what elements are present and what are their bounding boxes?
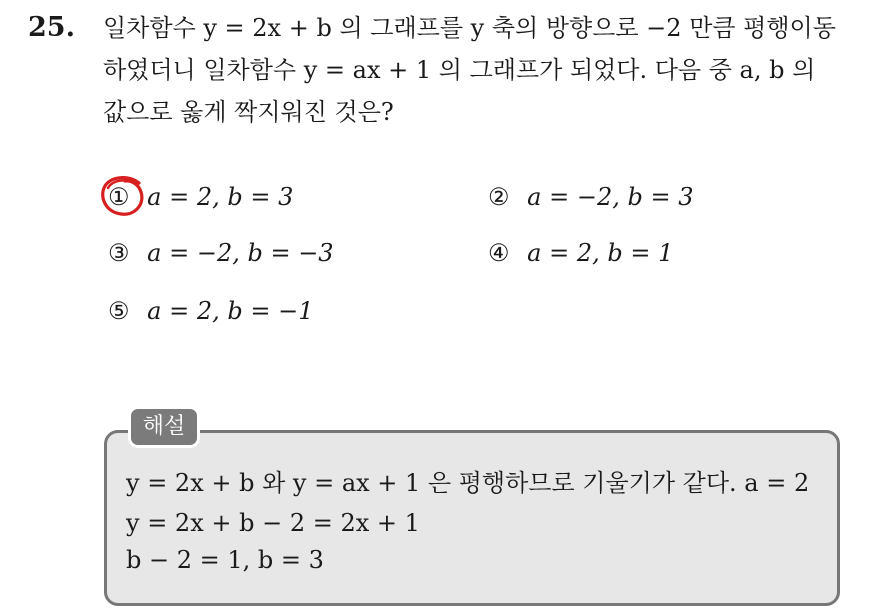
solution-line-2: y = 2x + b − 2 = 2x + 1: [126, 509, 420, 537]
question-number: 25.: [28, 12, 75, 43]
option-number: ②: [488, 183, 510, 211]
solution-tab-label: 해설: [128, 406, 200, 448]
option-number: ①: [108, 183, 130, 211]
option-text: a = −2, b = 3: [527, 183, 694, 211]
option-text: a = −2, b = −3: [147, 239, 334, 267]
option-number: ③: [108, 239, 130, 267]
option-text: a = 2, b = 3: [147, 183, 294, 211]
option-5[interactable]: [108, 296, 313, 326]
option-text: a = 2, b = 1: [527, 239, 674, 267]
option-text: a = 2, b = −1: [147, 297, 314, 325]
question-line-1: 일차함수 y = 2x + b 의 그래프를 y 축의 방향으로 −2 만큼 평행이동: [103, 14, 836, 42]
solution-line-3: b − 2 = 1, b = 3: [126, 546, 324, 574]
solution-line-1: y = 2x + b 와 y = ax + 1 은 평행하므로 기울기가 같다. a = 2: [126, 469, 810, 497]
question-line-3: 값으로 옳게 짝지워진 것은?: [103, 98, 394, 126]
option-2[interactable]: [488, 182, 693, 212]
option-number: ④: [488, 239, 510, 267]
option-3[interactable]: [108, 238, 334, 268]
question-line-2: 하였더니 일차함수 y = ax + 1 의 그래프가 되었다. 다음 중 a, b 의: [103, 56, 816, 84]
option-number: ⑤: [108, 297, 130, 325]
option-1[interactable]: [108, 182, 293, 212]
option-4[interactable]: [488, 238, 673, 268]
